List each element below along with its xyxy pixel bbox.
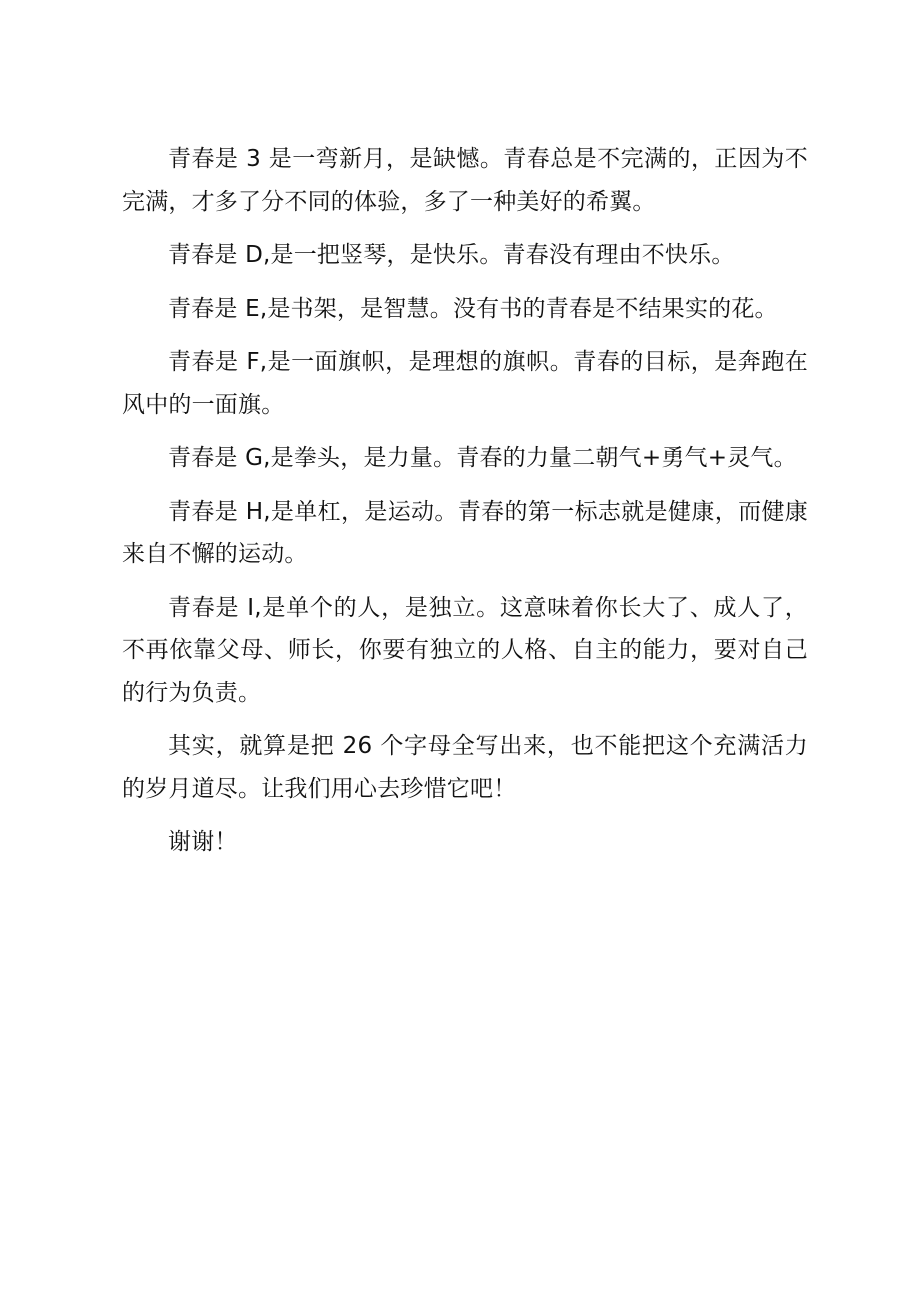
paragraph-new-moon: 青春是 3 是一弯新月，是缺憾。青春总是不完满的，正因为不完满，才多了分不同的体验，多了一种美好的希翼。 <box>122 146 808 215</box>
paragraph-horizontal-bar: 青春是 H,是单杠，是运动。青春的第一标志就是健康，而健康来自不懈的运动。 <box>122 498 808 567</box>
paragraph-conclusion: 其实，就算是把 26 个字母全写出来，也不能把这个充满活力的岁月道尽。让我们用心去珍惜它吧！ <box>122 733 808 802</box>
paragraph-independence: 青春是 I,是单个的人，是独立。这意味着你长大了、成人了，不再依靠父母、师长，你要有独立的人格、自主的能力，要对自己的行为负责。 <box>122 594 808 706</box>
paragraph-flag: 青春是 F,是一面旗帜，是理想的旗帜。青春的目标，是奔跑在风中的一面旗。 <box>122 349 808 418</box>
paragraph-thanks: 谢谢！ <box>168 829 238 855</box>
paragraph-fist: 青春是 G,是拳头，是力量。青春的力量二朝气+勇气+灵气。 <box>168 445 797 471</box>
paragraph-harp: 青春是 D,是一把竖琴，是快乐。青春没有理由不快乐。 <box>168 242 735 268</box>
paragraph-bookshelf: 青春是 E,是书架，是智慧。没有书的青春是不结果实的花。 <box>168 295 778 322</box>
